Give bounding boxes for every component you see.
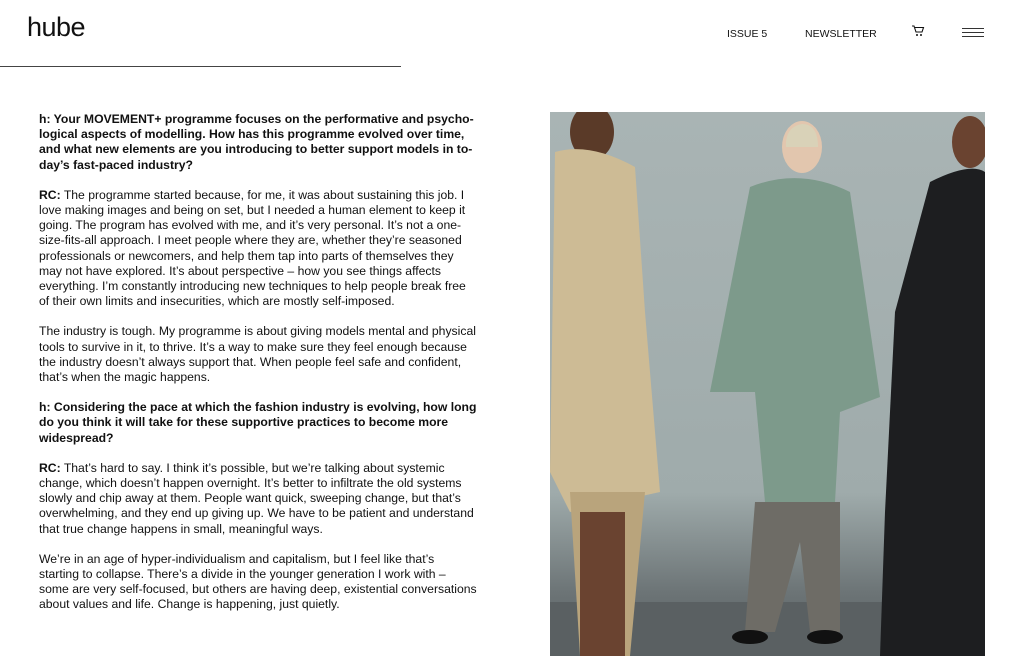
- menu-icon[interactable]: [962, 28, 984, 40]
- cart-icon[interactable]: [911, 25, 925, 37]
- nav-issue-5[interactable]: ISSUE 5: [727, 28, 768, 40]
- divider: [0, 66, 401, 67]
- speaker: RC:: [39, 460, 61, 475]
- models-illustration: [550, 112, 985, 656]
- question: h: Your MOVEMENT+ programme focuses on the performative and psycho-logical aspects of modelling. How has this programme evolved over time, and what new elements are you introducing to better support models in to-day’s fast-paced industry?: [39, 112, 474, 172]
- paragraph: The industry is tough. My programme is about giving models mental and physical tools to survive in it, to thrive. It’s a way to make sure they feel enough because the industry doesn’t always support that. When people feel safe and confident, that’s when the magic happens.: [39, 324, 476, 385]
- article-body: [39, 112, 477, 628]
- answer: [39, 461, 477, 537]
- nav-newsletter[interactable]: NEWSLETTER: [805, 28, 877, 40]
- speaker: RC:: [39, 187, 61, 202]
- paragraph: We’re in an age of hyper-individualism and capitalism, but I feel like that’s starting to collapse. There’s a divide in the younger generation I work with – some are very self-focused, but others are having deep, existential conversations about values and life. Change is happening, just quietly.: [39, 551, 477, 612]
- answer-text: The programme started because, for me, it was about sustaining this job. I love making images and being on set, but I needed a human element to keep it going. The program has evolved with me, and it’s very personal. It’s not a one-size-fits-all approach. I meet people where they are, whether they’re seasoned professionals or newcomers, and help them tap into parts of themselves they may not have explored. It’s about perspective – how you see things affects everything. I’m constantly introducing new techniques to help people break free of their own limits and insecurities, which are mostly self-imposed.: [39, 187, 466, 309]
- logo[interactable]: hube: [27, 12, 86, 42]
- answer-text: That’s hard to say. I think it’s possible, but we’re talking about systemic change, which doesn’t happen overnight. It’s better to infiltrate the old systems slowly and chip away at them. People want quick, sweeping change, but that’s overwhelming, and they end up giving up. We have to be patient and understand that true change happens in small, meaningful ways.: [39, 460, 474, 536]
- answer: [39, 188, 477, 310]
- fashion-photo: [550, 112, 985, 656]
- question: h: Considering the pace at which the fashion industry is evolving, how long do you think it will take for these supportive practices to become more widespread?: [39, 400, 477, 445]
